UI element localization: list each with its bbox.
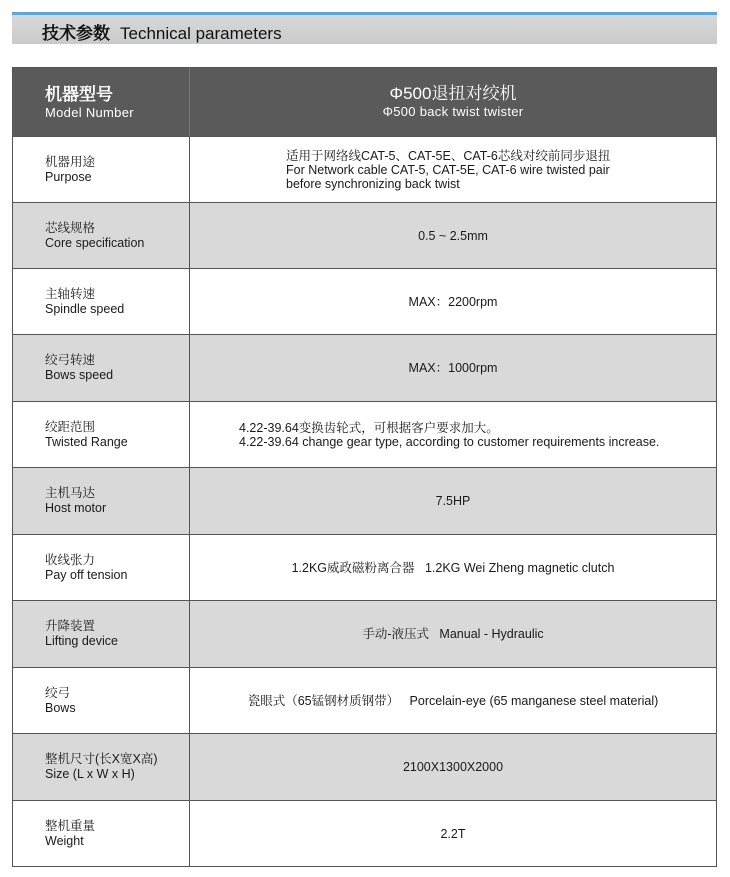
row-label-cn: 升降装置 (45, 619, 96, 633)
table-row-spindle-speed (13, 268, 716, 334)
row-value-cell (190, 668, 716, 733)
row-label-cell (13, 137, 190, 202)
row-label-cn: 主机马达 (45, 486, 96, 500)
row-label-en: Core specification (45, 235, 145, 250)
banner-accent-line (12, 12, 717, 15)
row-label-en: Spindle speed (45, 301, 125, 316)
table-row-core-spec (13, 202, 716, 268)
table-row-purpose (13, 136, 716, 202)
row-value-line: 1.2KG威政磁粉离合器 1.2KG Wei Zheng magnetic clutch (291, 560, 615, 575)
row-label-cell (13, 668, 190, 733)
row-label-cn: 主轴转速 (45, 286, 96, 301)
header-label-en: Model Number (45, 104, 134, 120)
row-label-en: Pay off tension (45, 567, 128, 582)
table-row-twisted-range (13, 401, 716, 467)
row-value-cell (190, 601, 716, 667)
row-value-line: For Network cable CAT-5, CAT-5E, CAT-6 wire twisted pair (286, 162, 610, 177)
section-title (42, 19, 282, 44)
spec-table (12, 67, 717, 867)
row-value-cell (190, 335, 716, 401)
row-value-line: 2100X1300X2000 (402, 760, 504, 774)
header-value-cn: Φ500退扭对绞机 (389, 84, 517, 103)
row-value-line: 瓷眼式（65锰钢材质钢带） Porcelain-eye (65 manganese steel material) (247, 693, 659, 708)
row-label-cell (13, 601, 190, 667)
table-header-row (13, 68, 716, 136)
header-value-en: Φ500 back twist twister (382, 104, 524, 119)
row-value-line: 0.5 ~ 2.5mm (418, 228, 488, 243)
header-value-cell (190, 68, 716, 136)
row-value-line: 2.2T (440, 826, 466, 841)
row-label-cn: 芯线规格 (45, 220, 96, 235)
row-value-line: 适用于网络线CAT-5、CAT-5E、CAT-6芯线对绞前同步退扭 (286, 148, 611, 163)
row-label-en: Host motor (45, 501, 107, 515)
row-label-cn: 整机尺寸(长X宽X高) (45, 752, 158, 766)
row-value-cell (190, 734, 716, 800)
row-label-cell (13, 801, 190, 866)
table-row-pay-off-tension (13, 534, 716, 600)
row-value-line: 7.5HP (435, 494, 471, 508)
row-label-en: Lifting device (45, 634, 118, 648)
header-label-cell (13, 68, 190, 136)
row-label-cn: 机器用途 (45, 154, 96, 169)
row-label-cn: 绞弓转速 (45, 353, 96, 367)
row-label-cell (13, 402, 190, 467)
table-row-weight (13, 800, 716, 866)
row-label-en: Purpose (45, 169, 92, 184)
row-value-cell (190, 468, 716, 534)
section-title-cn: 技术参数 (42, 24, 110, 43)
row-label-en: Bows speed (45, 368, 114, 382)
row-label-cell (13, 734, 190, 800)
row-value-line: 4.22-39.64变换齿轮式，可根据客户要求加大。 (239, 420, 499, 435)
header-label-cn: 机器型号 (45, 84, 113, 104)
section-title-en: Technical parameters (120, 24, 282, 43)
row-value-line: MAX：2200rpm (408, 294, 498, 309)
table-row-bows (13, 667, 716, 733)
row-label-en: Twisted Range (45, 434, 128, 449)
row-label-en: Size (L x W x H) (45, 767, 135, 781)
row-label-en: Bows (45, 700, 76, 715)
row-value-line: 手动-液压式 Manual - Hydraulic (362, 627, 544, 641)
row-value-cell (190, 535, 716, 600)
row-label-cell (13, 335, 190, 401)
table-row-host-motor (13, 467, 716, 534)
row-label-en: Weight (45, 833, 84, 848)
row-label-cn: 绞距范围 (45, 419, 96, 434)
row-label-cell (13, 468, 190, 534)
row-label-cell (13, 535, 190, 600)
row-value-line: 4.22-39.64 change gear type, according to customer requirements increase. (239, 434, 660, 449)
section-banner (12, 12, 717, 44)
row-value-cell (190, 402, 716, 467)
row-label-cn: 收线张力 (45, 552, 96, 567)
row-value-cell (190, 203, 716, 268)
row-value-cell (190, 137, 716, 202)
row-label-cn: 绞弓 (45, 685, 71, 700)
row-value-cell (190, 801, 716, 866)
table-row-bows-speed (13, 334, 716, 401)
table-row-lifting-device (13, 600, 716, 667)
row-value-cell (190, 269, 716, 334)
row-value-line: before synchronizing back twist (286, 176, 460, 191)
row-label-cn: 整机重量 (45, 818, 96, 833)
table-row-size (13, 733, 716, 800)
row-label-cell (13, 269, 190, 334)
row-label-cell (13, 203, 190, 268)
row-value-line: MAX：1000rpm (408, 361, 498, 375)
